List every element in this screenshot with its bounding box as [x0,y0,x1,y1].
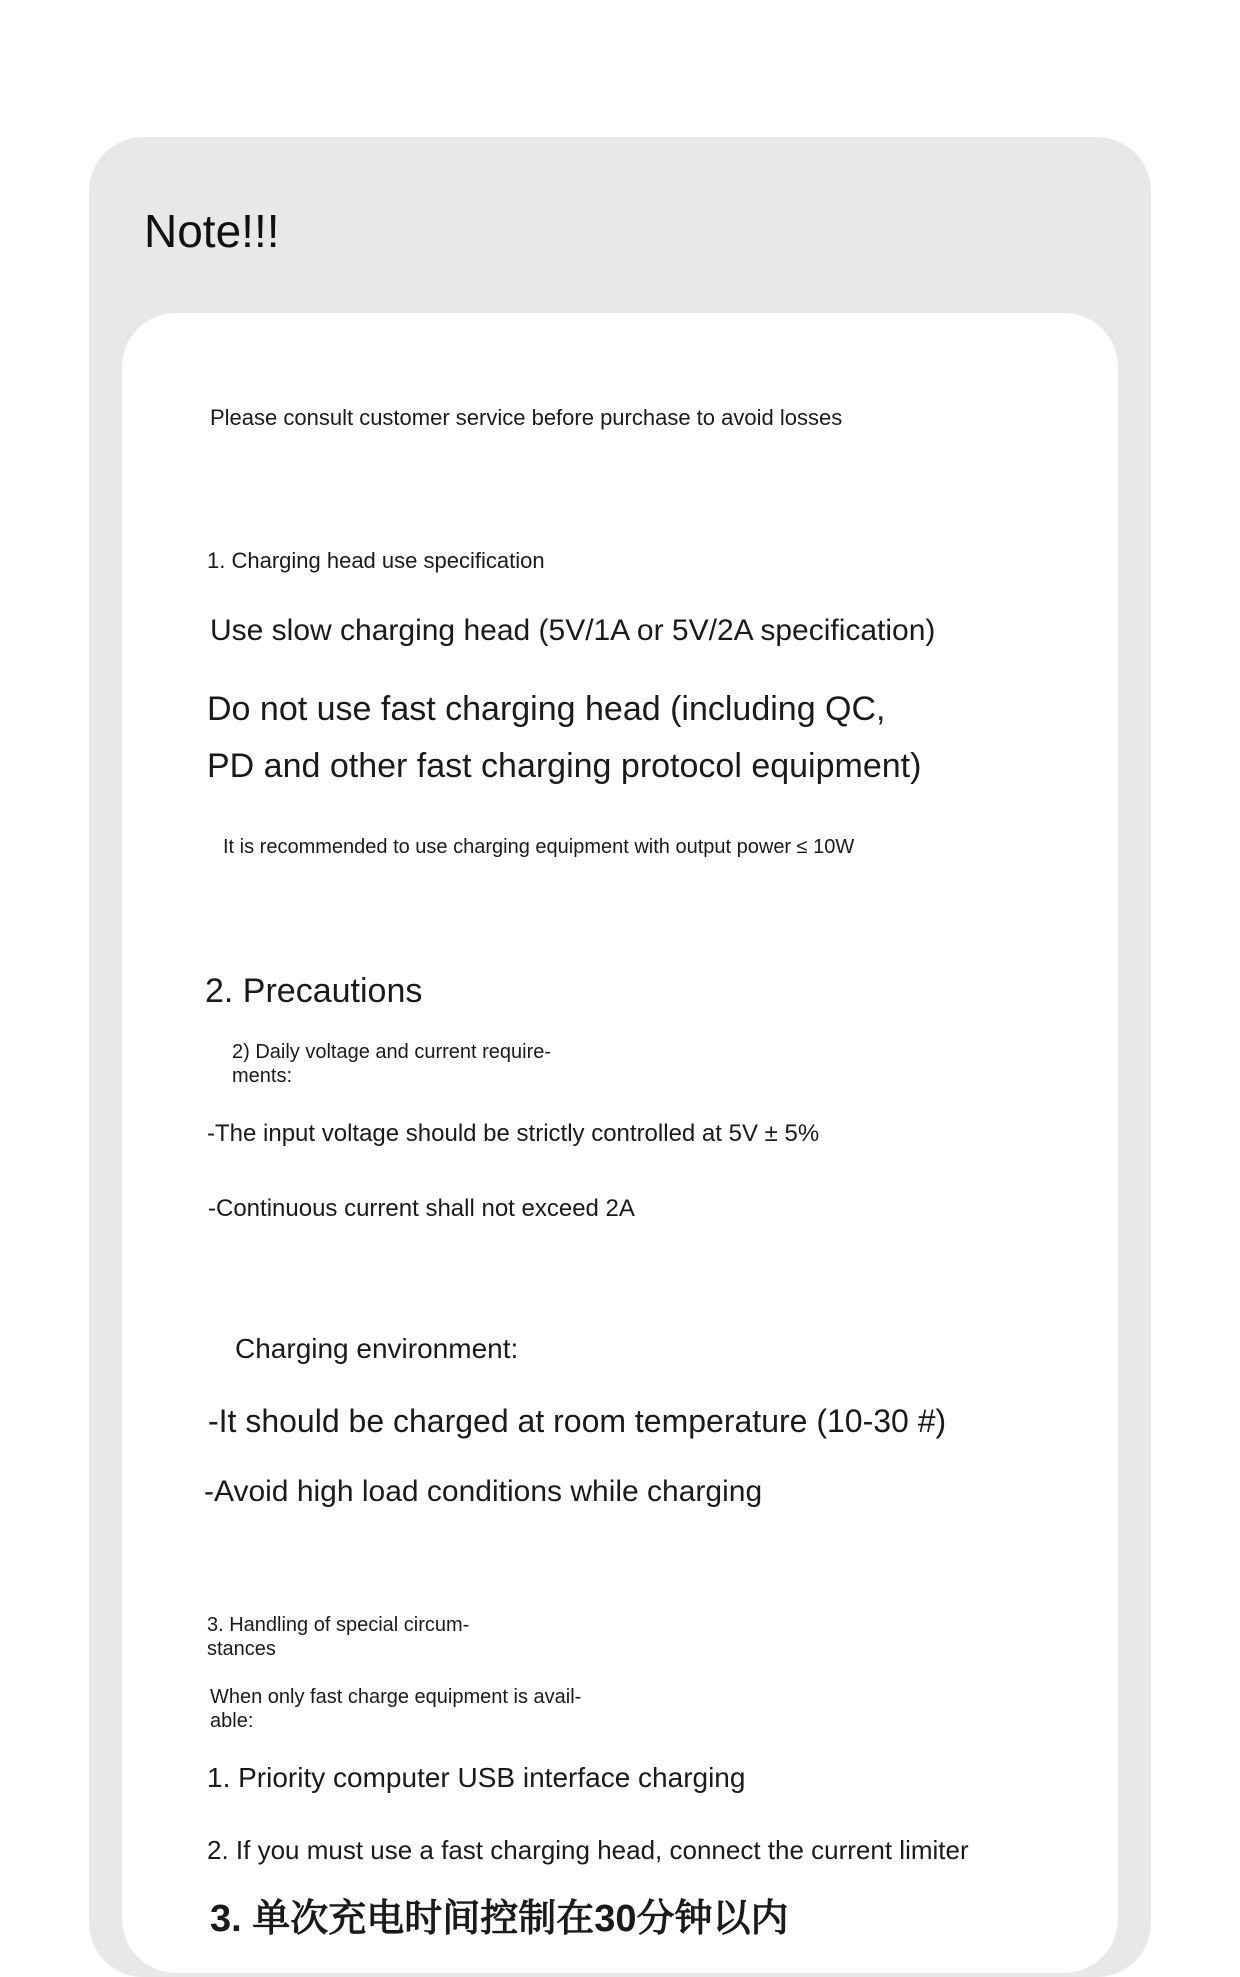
fast-only-line1: When only fast charge equipment is avail- [210,1686,582,1708]
daily-requirements-line1: 2) Daily voltage and current require- [232,1041,552,1063]
voltage-requirement: -The input voltage should be strictly controlled at 5V ± 5% [207,1120,820,1147]
section1-heading: 1. Charging head use specification [207,548,545,573]
fast-only-line2: able: [210,1710,254,1732]
note-title: Note!!! [144,205,280,257]
charging-environment-heading: Charging environment: [235,1333,519,1364]
current-requirement: -Continuous current shall not exceed 2A [208,1195,635,1222]
current-limiter-note: 2. If you must use a fast charging head, connect the current limiter [207,1835,969,1865]
slow-charging-spec: Use slow charging head (5V/1A or 5V/2A specification) [210,614,936,647]
single-charge-time-note: 3. 单次充电时间控制在30分钟以内 [210,1898,789,1940]
consult-notice: Please consult customer service before purchase to avoid losses [210,405,843,430]
section2-heading: 2. Precautions [205,972,423,1010]
section3-heading-line2: stances [207,1638,276,1660]
recommended-power: It is recommended to use charging equipment with output power ≤ 10W [223,836,855,858]
no-fast-charging-line2: PD and other fast charging protocol equipment) [207,747,922,785]
section3-heading-line1: 3. Handling of special circum- [207,1614,470,1636]
priority-usb-charging: 1. Priority computer USB interface charging [207,1762,746,1793]
no-fast-charging-line1: Do not use fast charging head (including QC, [207,690,886,728]
avoid-high-load-note: -Avoid high load conditions while charging [204,1475,763,1508]
daily-requirements-line2: ments: [232,1065,293,1087]
room-temperature-note: -It should be charged at room temperature (10-30 #) [208,1403,947,1439]
